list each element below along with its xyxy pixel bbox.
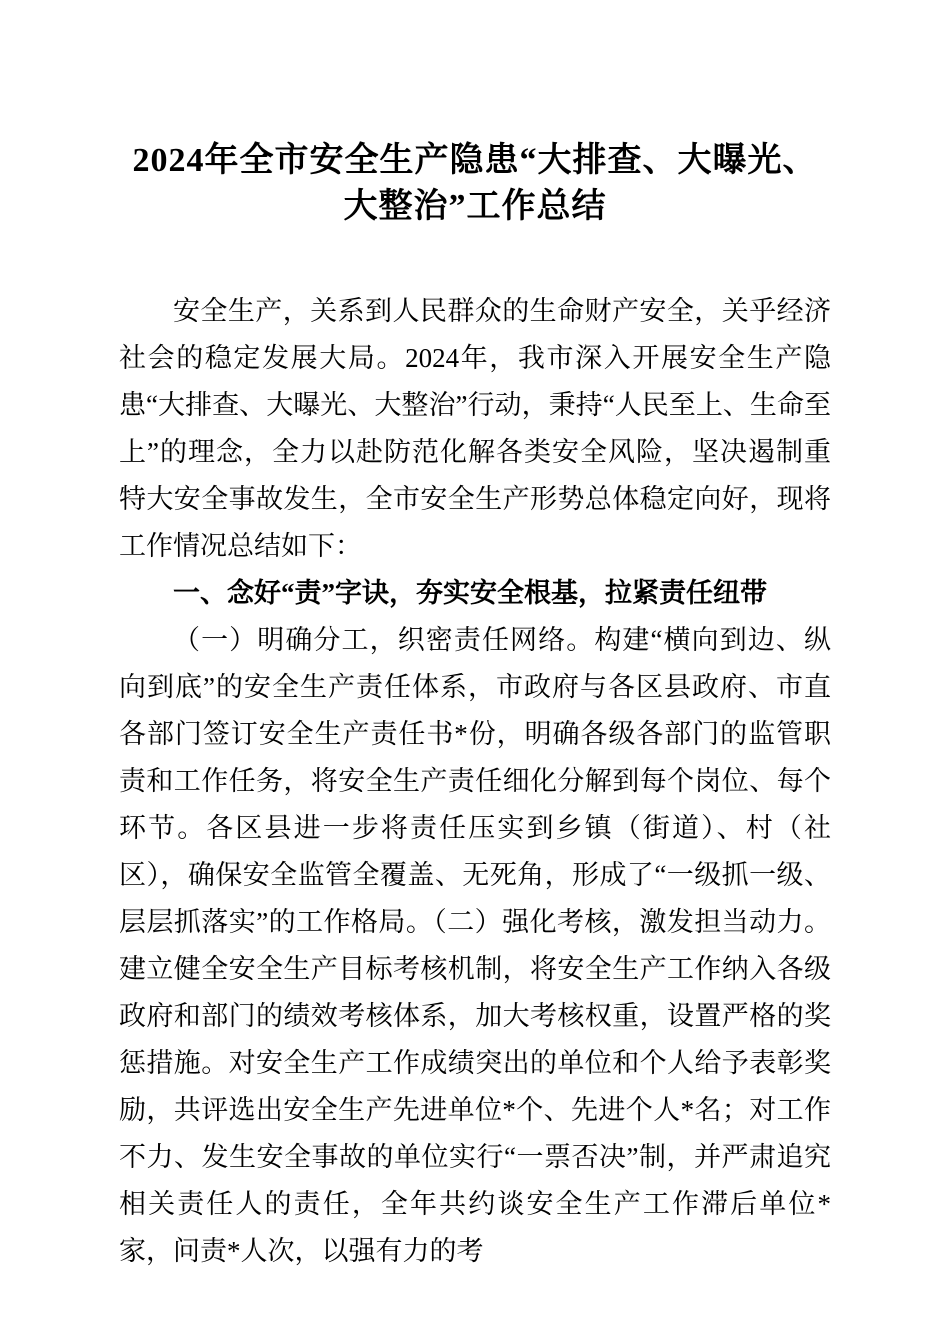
paragraph-intro: 安全生产，关系到人民群众的生命财产安全，关乎经济社会的稳定发展大局。2024年，我市深入开展安全生产隐患“大排查、大曝光、大整治”行动，秉持“人民至上、生命至上”的理念，全力以赴防范化解各类安全风险，坚决遏制重特大安全事故发生，全市安全生产形势总体稳定向好，现将工作情况总结如下： [119,295,831,561]
section-heading-1: 一、念好“责”字诀，夯实安全根基，拉紧责任纽带 [173,577,767,608]
paragraph-section-1-body: （一）明确分工，织密责任网络。构建“横向到边、纵向到底”的安全生产责任体系，市政府与各区县政府、市直各部门签订安全生产责任书*份，明确各级各部门的监管职责和工作任务，将安全生产责任细化分解到每个岗位、每个环节。各区县进一步将责任压实到乡镇（街道）、村（社区），确保安全监管全覆盖、无死角，形成了“一级抓一级、层层抓落实”的工作格局。（二）强化考核，激发担当动力。建立健全安全生产目标考核机制，将安全生产工作纳入各级政府和部门的绩效考核体系，加大考核权重，设置严格的奖惩措施。对安全生产工作成绩突出的单位和个人给予表彰奖励，共评选出安全生产先进单位*个、先进个人*名；对工作不力、发生安全事故的单位实行“一票否决”制，并严肃追究相关责任人的责任，全年共约谈安全生产工作滞后单位*家，问责*人次，以强有力的考 [119,624,831,1266]
document-title: 2024年全市安全生产隐患“大排查、大曝光、大整治”工作总结 [132,142,818,225]
